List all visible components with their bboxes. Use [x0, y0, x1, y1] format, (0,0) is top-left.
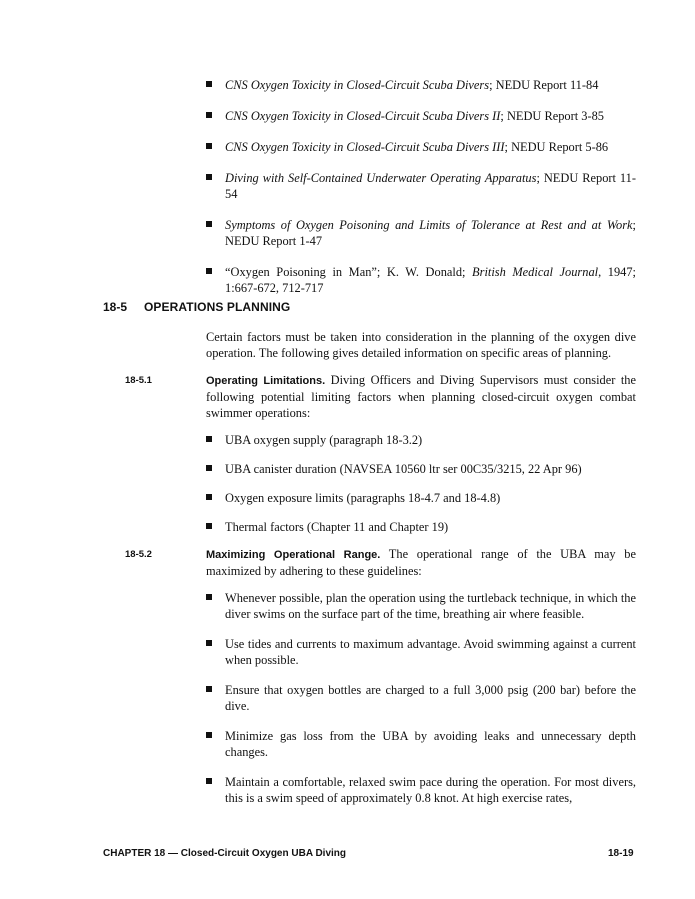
list-item: CNS Oxygen Toxicity in Closed-Circuit Scuba Divers; NEDU Report 11-84	[206, 77, 636, 93]
list-item: Ensure that oxygen bottles are charged to a full 3,000 psig (200 bar) before the dive.	[206, 682, 636, 714]
subsection-number: 18-5.2	[125, 549, 152, 560]
subsection-heading: Maximizing Operational Range.	[206, 549, 381, 561]
page-number: 18-19	[608, 848, 634, 859]
bullet-icon	[206, 268, 212, 274]
subsection-number: 18-5.1	[125, 375, 152, 386]
list-item: Symptoms of Oxygen Poisoning and Limits of Tolerance at Rest and at Work; NEDU Report 1-47	[206, 217, 636, 249]
bullet-icon	[206, 174, 212, 180]
list-item: Oxygen exposure limits (paragraphs 18-4.7 and 18-4.8)	[206, 490, 636, 506]
reference-list	[206, 77, 636, 296]
bullet-icon	[206, 221, 212, 227]
subsection-paragraph: Operating Limitations. Diving Officers and Diving Supervisors must consider the following potential limiting factors when planning closed-circuit oxygen combat swimmer operations:	[206, 373, 636, 420]
bullet-icon	[206, 640, 212, 646]
section-title: OPERATIONS PLANNING	[144, 300, 291, 314]
bullet-icon	[206, 143, 212, 149]
list-item: Minimize gas loss from the UBA by avoiding leaks and unnecessary depth changes.	[206, 728, 636, 760]
range-guidelines-list	[206, 590, 636, 806]
list-item: Diving with Self-Contained Underwater Operating Apparatus; NEDU Report 11-54	[206, 170, 636, 202]
list-item: CNS Oxygen Toxicity in Closed-Circuit Scuba Divers II; NEDU Report 3-85	[206, 108, 636, 124]
bullet-icon	[206, 465, 212, 471]
limiting-factors-list	[206, 432, 636, 535]
list-item: UBA canister duration (NAVSEA 10560 ltr ser 00C35/3215, 22 Apr 96)	[206, 461, 636, 477]
list-item: Maintain a comfortable, relaxed swim pace during the operation. For most divers, this is a swim speed of approximately 0.8 knot. At high exercise rates,	[206, 774, 636, 806]
bullet-icon	[206, 594, 212, 600]
list-item: UBA oxygen supply (paragraph 18-3.2)	[206, 432, 636, 448]
bullet-icon	[206, 81, 212, 87]
bullet-icon	[206, 686, 212, 692]
section-number: 18-5	[103, 300, 128, 314]
bullet-icon	[206, 778, 212, 784]
bullet-icon	[206, 732, 212, 738]
footer-chapter: CHAPTER 18 — Closed-Circuit Oxygen UBA Diving	[103, 848, 346, 859]
list-item: “Oxygen Poisoning in Man”; K. W. Donald; British Medical Journal, 1947; 1:667-672, 712-717	[206, 264, 636, 296]
section-intro: Certain factors must be taken into consideration in the planning of the oxygen dive operation. The following gives detailed information on specific areas of planning.	[206, 330, 636, 360]
subsection-heading: Operating Limitations.	[206, 375, 326, 387]
bullet-icon	[206, 112, 212, 118]
subsection-paragraph: Maximizing Operational Range. The operational range of the UBA may be maximized by adhering to these guidelines:	[206, 547, 636, 578]
bullet-icon	[206, 523, 212, 529]
list-item: Thermal factors (Chapter 11 and Chapter 19)	[206, 519, 636, 535]
bullet-icon	[206, 436, 212, 442]
bullet-icon	[206, 494, 212, 500]
list-item: Use tides and currents to maximum advantage. Avoid swimming against a current when possible.	[206, 636, 636, 668]
list-item: CNS Oxygen Toxicity in Closed-Circuit Scuba Divers III; NEDU Report 5-86	[206, 139, 636, 155]
list-item: Whenever possible, plan the operation using the turtleback technique, in which the diver swims on the surface part of the time, breathing air where feasible.	[206, 590, 636, 622]
